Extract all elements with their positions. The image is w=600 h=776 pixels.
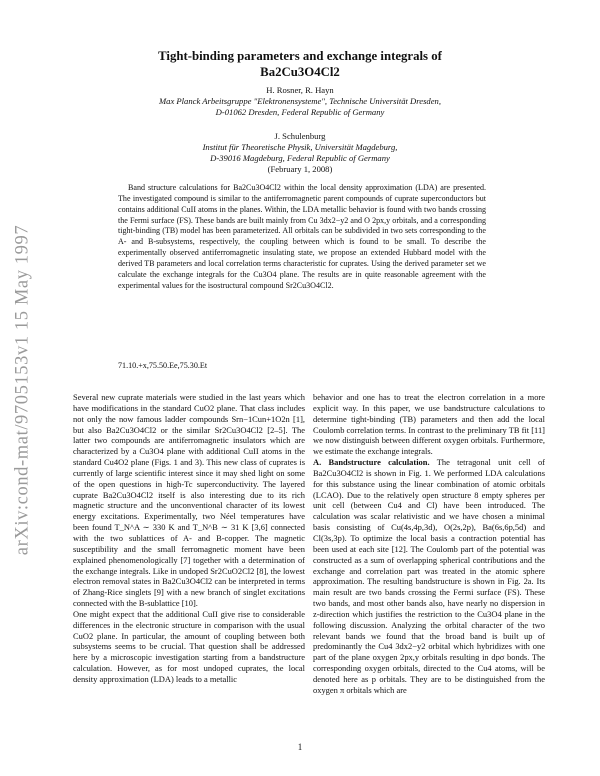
right-column [313, 392, 545, 696]
intro-paragraph-3: behavior and one has to treat the electron correlation in a more explicit way. In this paper, we use bandstructure calculations to determine tight-binding (TB) parameters and then add the local Coulomb correlation terms. In contrast to the preliminary TB fit [11] we now distinguish between different oxygen orbitals. Furthermore, we estimate the exchange integrals. [313, 392, 545, 457]
abstract: Band structure calculations for Ba2Cu3O4Cl2 within the local density approximation (LDA) are presented. The investigated compound is similar to the antiferromagnetic parent compounds of cuprate superconductors but contains additional CuII atoms in the planes. Within, the LDA metallic behavior is found with two bands crossing the Fermi surface (FS). These bands are built mainly from Cu 3dx2−y2 and O 2px,y orbitals, and a corresponding tight-binding (TB) model has been parameterized. All orbitals can be subdivided in two sets corresponding to the A- and B-subsystems, respectively, the coupling between which is found to be small. To describe the experimentally observed antiferromagnetic insulating state, we propose an extended Hubbard model with the derived TB parameters and local correlation terms characteristic for cuprates. Using the derived parameter set we calculate the exchange integrals for the Cu3O4 plane. The results are in quite reasonable agreement with the experimental values for the isostructural compound Sr2Cu3O4Cl2. [118, 183, 486, 290]
authors-group-2: J. Schulenburg [274, 131, 326, 141]
affiliation-2-line-1: Institut für Theoretische Physik, Universität Magdeburg, [202, 142, 398, 152]
section-a-heading: A. Bandstructure calculation. [313, 457, 430, 468]
left-column [73, 392, 305, 685]
publication-date: (February 1, 2008) [267, 164, 333, 174]
intro-paragraph-1: Several new cuprate materials were studied in the last years which have modifications in the standard CuO2 plane. That class includes not only the now famous ladder compounds Srn−1Cun+1O2n [1], but also Ba2Cu3O4Cl2 or the similar Sr2Cu3O4Cl2 [2–5]. The latter two compounds are antiferromagnetic insulators which are characterized by a Cu3O4 plane with additional CuII atoms in the standard Cu4O2 plane (Figs. 1 and 3). This new class of cuprates is currently of large scientific interest since it may shed light on some of the open questions in high-Tc superconductivity. The layered cuprate Ba2Cu3O4Cl2 itself is also interesting due to its rich magnetic structure and the unconventional character of its lowest energy excitations. Experimentally, two Néel temperatures have been found T_N^A ∼ 330 K and T_N^B ∼ 31 K [3,6] connected with the two sublattices of A- and B-copper. The magnetic susceptibility and the small ferromagnetic moment have been explained phenomenologically [7] together with a determination of the exchange integrals. Like in undoped Sr2CuO2Cl2 [8], the lowest electron removal states in Ba2Cu3O4Cl2 can be interpreted in terms of Zhang-Rice singlets [9] with a new branch of singlet excitations connected with the B-sublattice [10]. [73, 392, 305, 609]
page-number: 1 [297, 742, 303, 752]
affiliation-1-line-2: D-01062 Dresden, Federal Republic of Germany [215, 107, 385, 117]
affiliation-2-line-2: D-39016 Magdeburg, Federal Republic of Germany [210, 153, 390, 163]
paper-title [90, 48, 510, 80]
section-a-body: The tetragonal unit cell of Ba2Cu3O4Cl2 is shown in Fig. 1. We performed LDA calculations for this substance using the linear combination of atomic orbitals (LCAO). Due to the relatively open structure 8 empty spheres per unit cell (between Cu4 and Cl) have been introduced. The calculation was scalar relativistic and we have chosen a minimal basis consisting of Cu(4s,4p,3d), O(2s,2p), Ba(6s,6p,5d) and Cl(3s,3p). To optimize the local basis a contraction potential has been used at each site [12]. The Coulomb part of the potential was constructed as a sum of overlapping spherical contributions and the exchange and correlation part was treated in the atomic sphere approximation. The resulting bandstructure is shown in Fig. 2a. Its main result are two bands crossing the Fermi surface (FS). These two bands, and most other bands also, have nearly no dispersion in z-direction which justifies the restriction to the Cu3O4 plane in the following discussion. Analyzing the orbital character of the two relevant bands we found that the broad band is built up of predominantly the Cu4 3dx2−y2 orbital which hybridizes with one part of the plane oxygen 2px,y orbitals resulting in dpσ bonds. The corresponding oxygen orbitals, directed to the Cu4 atoms, will be denoted here as p orbitals. They are to be distinguished from the oxygen π orbitals which are [313, 457, 545, 695]
pacs-numbers: 71.10.+x,75.50.Ee,75.30.Et [118, 361, 208, 370]
intro-paragraph-2: One might expect that the additional CuII give rise to considerable differences in the electronic structure in comparison with the usual CuO2 plane. In particular, the amount of coupling between both subsystems seems to be crucial. That question shall be addressed here by a microscopic investigation starting from a bandstructure calculation. However, as for most undoped cuprates, the local density approximation (LDA) leads to a metallic [73, 608, 305, 684]
affiliation-1-line-1: Max Planck Arbeitsgruppe "Elektronensysteme", Technische Universität Dresden, [159, 96, 441, 106]
authors-group-1: H. Rosner, R. Hayn [266, 85, 334, 95]
section-a-paragraph [313, 457, 545, 696]
title-line-2: Ba2Cu3O4Cl2 [260, 65, 340, 79]
arxiv-identifier-text: arXiv:cond-mat/9705153v1 15 May 1997 [12, 224, 33, 556]
arxiv-identifier [8, 90, 38, 690]
title-line-1: Tight-binding parameters and exchange integrals of [158, 49, 442, 63]
